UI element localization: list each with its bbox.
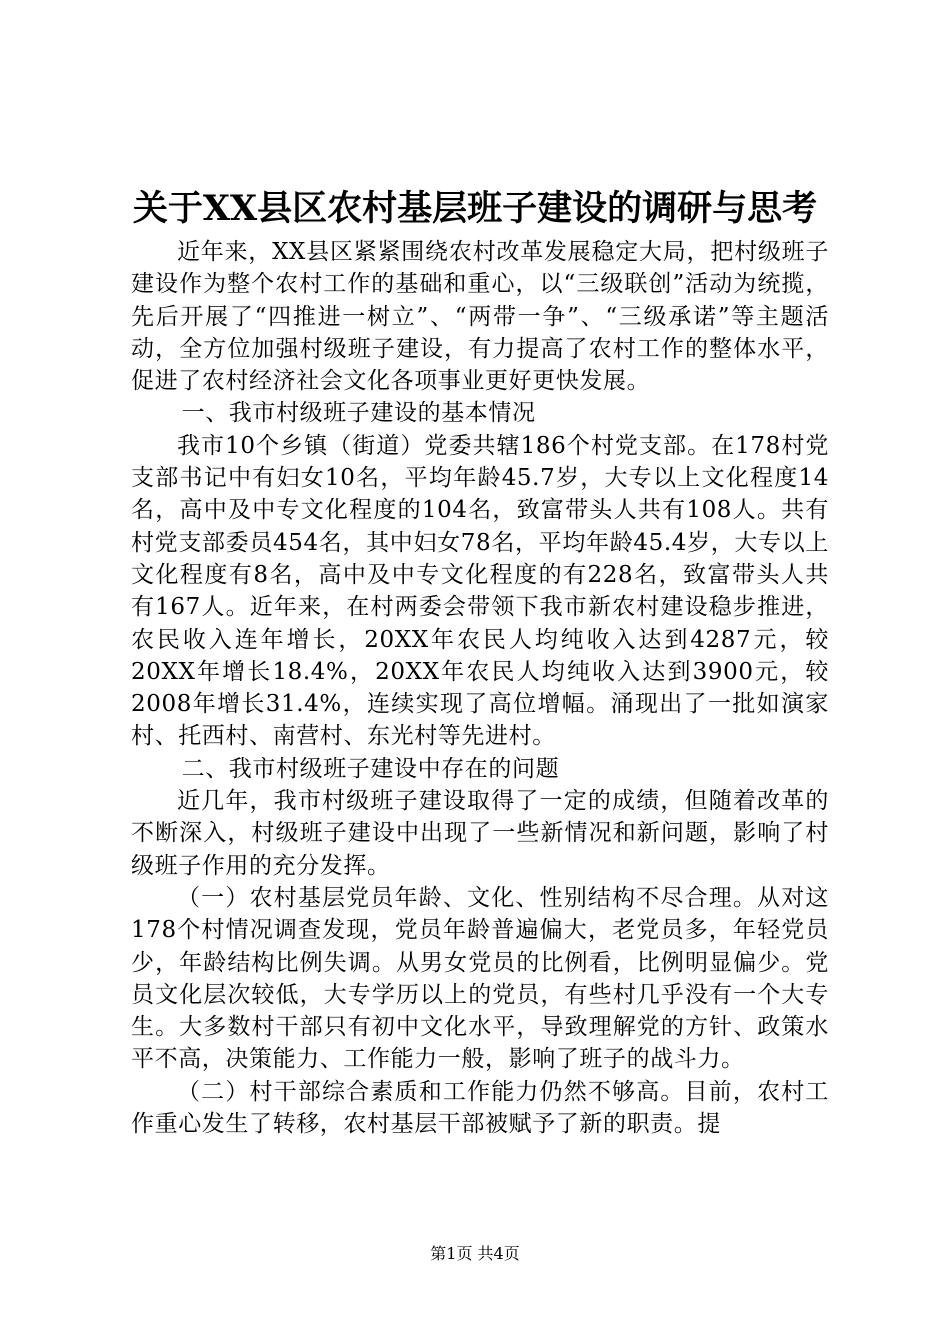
document-body [131,236,829,1140]
paragraph-problems-intro: 近几年，我市村级班子建设取得了一定的成绩，但随着改革的不断深入，村级班子建设中出现了一些新情况和新问题，影响了村级班子作用的充分发挥。 [131,788,829,879]
paragraph-intro: 近年来，XX县区紧紧围绕农村改革发展稳定大局，把村级班子建设作为整个农村工作的基础和重心，以“三级联创”活动为统揽，先后开展了“四推进一树立”、“两带一争”、“三级承诺”等主题活动，全方位加强村级班子建设，有力提高了农村工作的整体水平，促进了农村经济社会文化各项事业更好更快发展。 [131,239,829,395]
section-heading-2: 二、我市村级班子建设中存在的问题 [181,755,560,782]
page-footer: 第1页 共4页 [430,1244,520,1263]
paragraph-basic-situation: 我市10个乡镇（街道）党委共辖186个村党支部。在178村党支部书记中有妇女10名，平均年龄45.7岁，大专以上文化程度14名，高中及中专文化程度的104名，致富带头人共有108人。共有村党支部委员454名，其中妇女78名，平均年龄45.4岁，大专以上文化程度有8名，高中及中专文化程度的有228名，致富带头人共有167人。近年来，在村两委会带领下我市新农村建设稳步推进，农民收入连年增长，20XX年农民人均纯收入达到4287元，较20XX年增长18.4%，20XX年农民人均纯收入达到3900元，较2008年增长31.4%，连续实现了高位增幅。涌现出了一批如演家村、托西村、南营村、东光村等先进村。 [131,432,829,750]
document-title: 关于XX县区农村基层班子建设的调研与思考 [132,188,818,229]
section-heading-1: 一、我市村级班子建设的基本情况 [181,400,536,427]
paragraph-problem-1: （一）农村基层党员年龄、文化、性别结构不尽合理。从对这178个村情况调查发现，党员年龄普遍偏大，老党员多，年轻党员少，年龄结构比例失调。从男女党员的比例看，比例明显偏少。党员文化层次较低，大专学历以上的党员，有些村几乎没有一个大专生。大多数村干部只有初中文化水平，导致理解党的方针、政策水平不高，决策能力、工作能力一般，影响了班子的战斗力。 [131,884,829,1073]
paragraph-problem-2: （二）村干部综合素质和工作能力仍然不够高。目前，农村工作重心发生了转移，农村基层干部被赋予了新的职责。提 [131,1078,829,1138]
